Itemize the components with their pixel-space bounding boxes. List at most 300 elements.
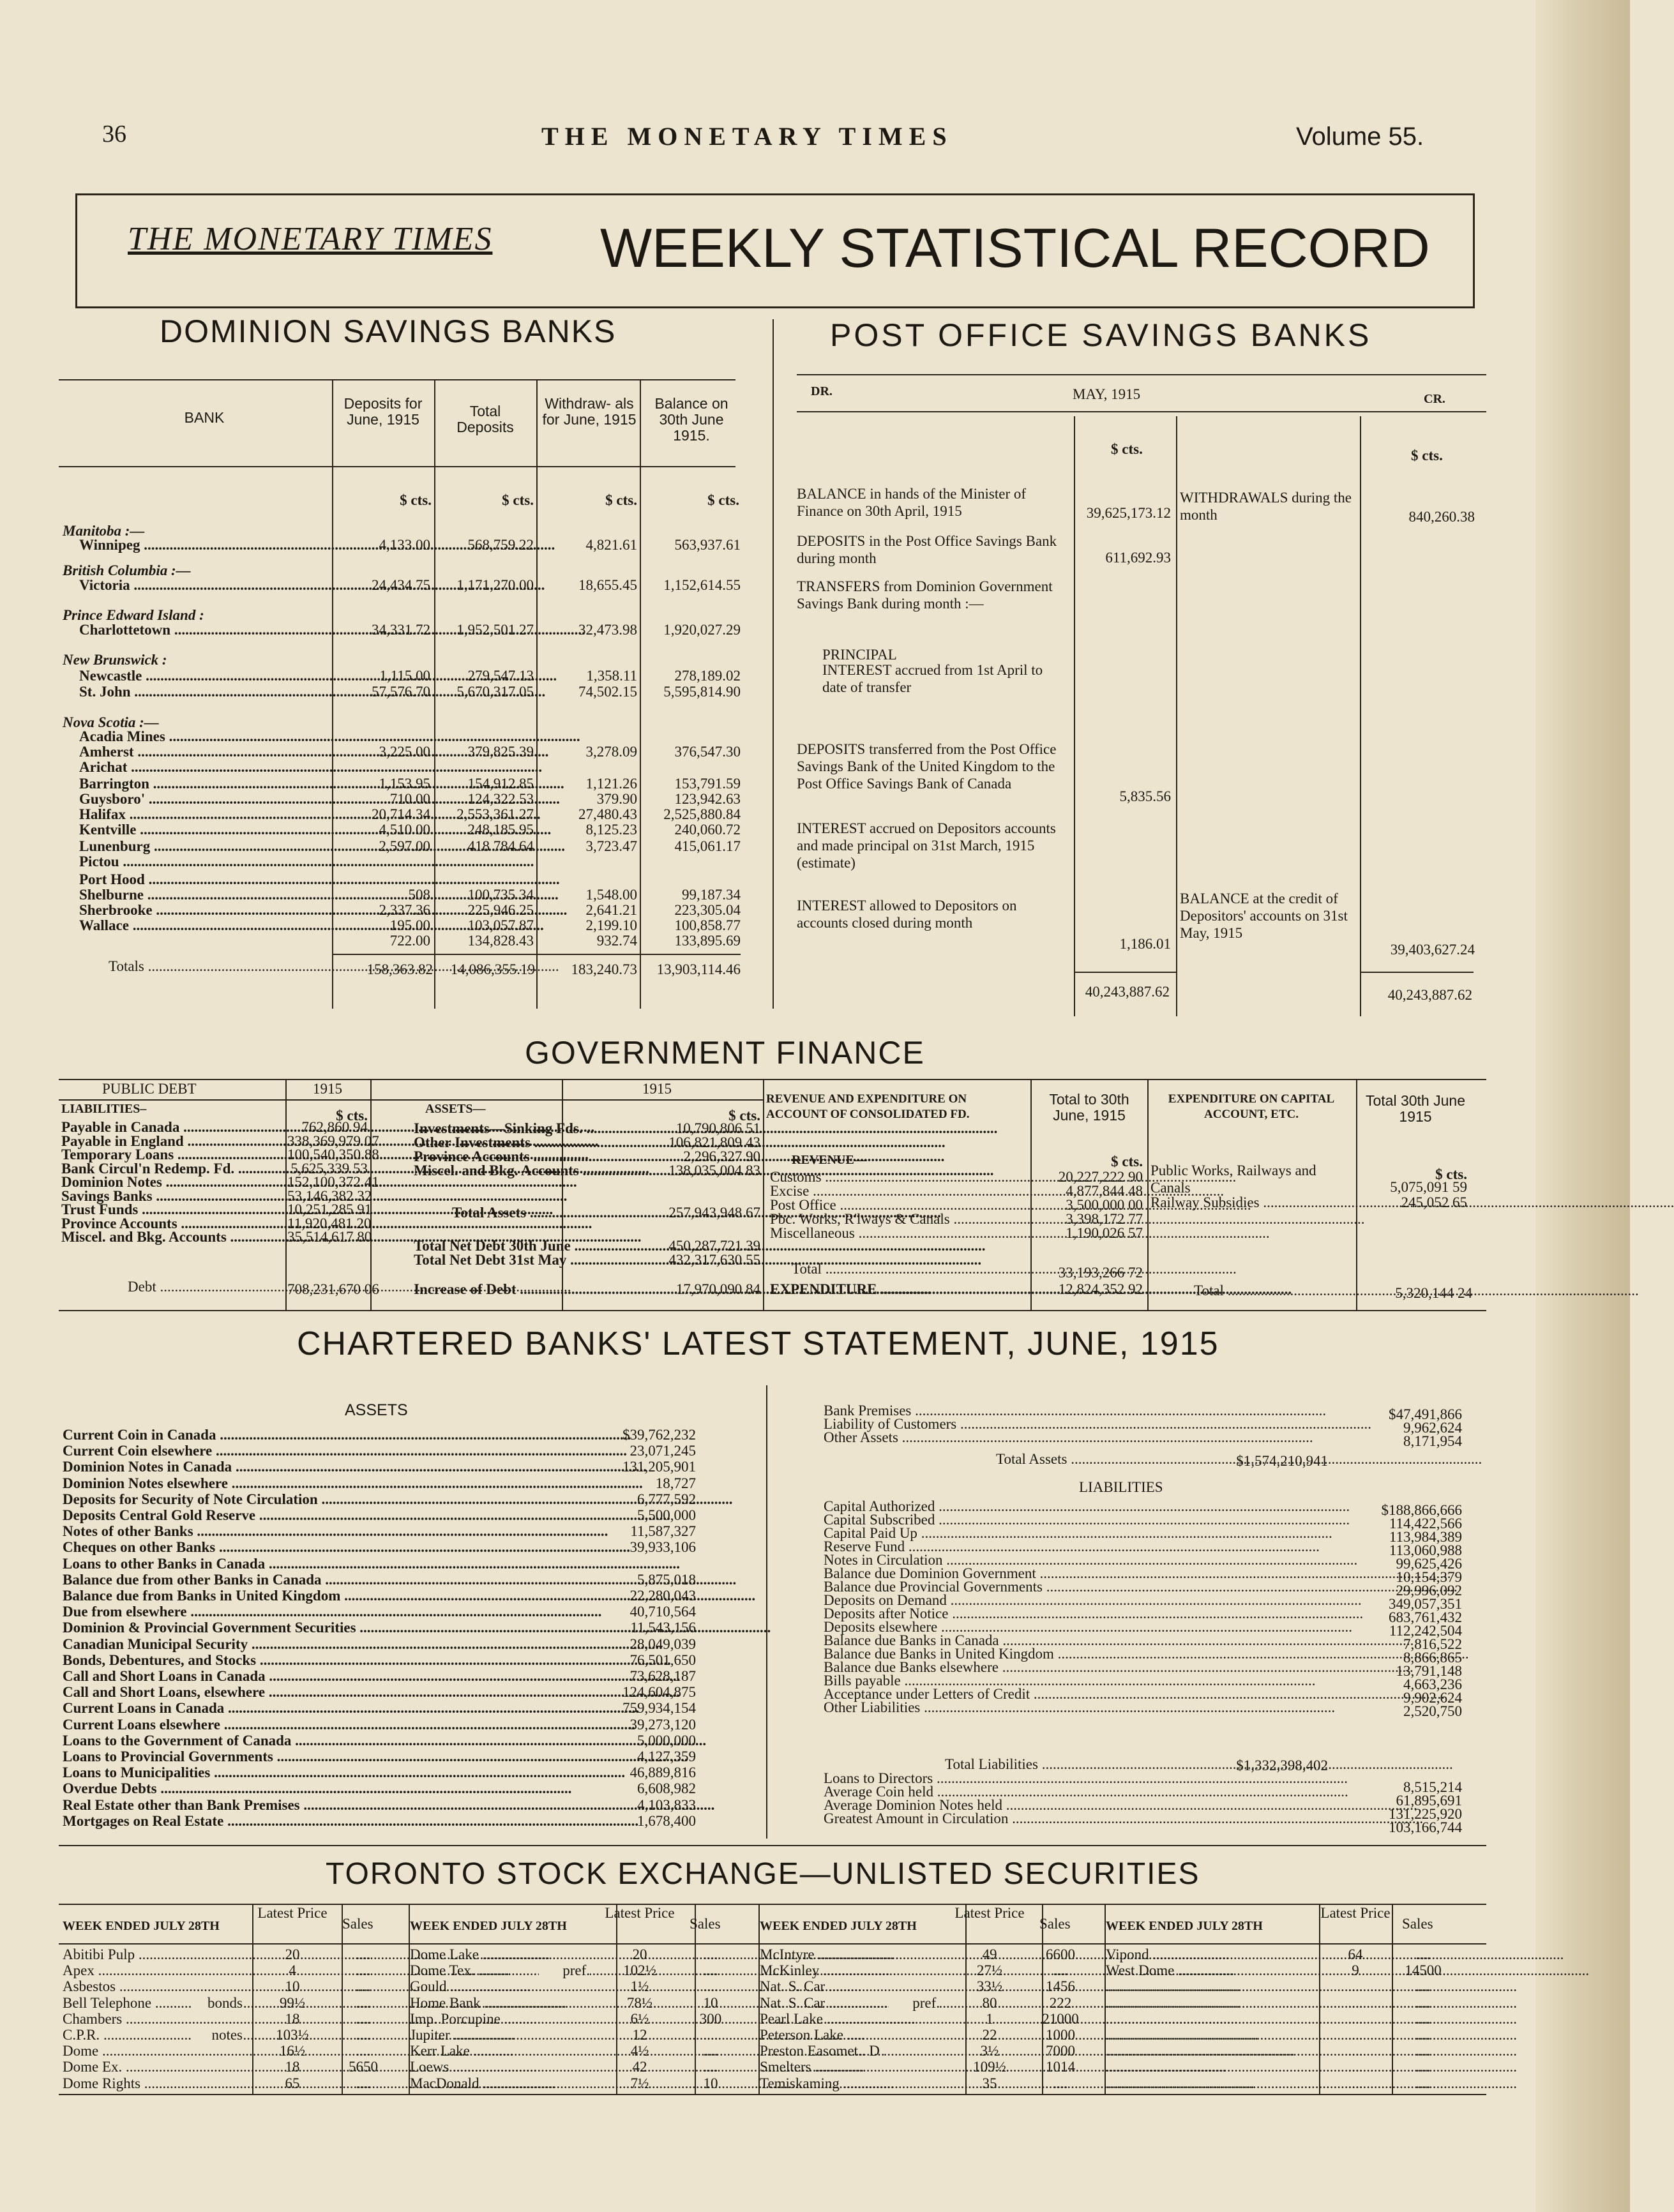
- page-edge-shadow: [1535, 0, 1630, 2212]
- banks-asset-value: 5,500,000: [637, 1507, 696, 1523]
- dsb-value: 1,920,027.29: [663, 622, 741, 638]
- gov-liab-value: 152,100,372 41: [287, 1174, 379, 1190]
- posb-unit: $ cts.: [1411, 448, 1443, 463]
- dsb-unit: $ cts.: [400, 492, 432, 508]
- dsb-total-value: 14,086,355.19: [450, 961, 535, 977]
- tse-price: 109½: [973, 2059, 1006, 2075]
- tse-sales: 10: [703, 2075, 718, 2091]
- gov-asset-name: Total Net Debt 31st May .....: [414, 1251, 558, 1268]
- tse-sales: ....: [1415, 2027, 1431, 2043]
- gov-cap-name: Public Works, Railways and Canals: [1150, 1162, 1316, 1196]
- dsb-bank-name: Kentville .....: [79, 821, 329, 838]
- banks-asset-value: 73,628,187: [630, 1668, 696, 1684]
- banks-total-assets-name: Total Assets .....: [996, 1450, 1226, 1468]
- banks-liab-head: LIABILITIES: [1079, 1479, 1163, 1495]
- dsb-total-value: 13,903,114.46: [656, 961, 741, 977]
- tse-price: 27½: [976, 1962, 1003, 1979]
- tse-security-name: Jupiter .....: [410, 2026, 591, 2043]
- gov-cap-total-name: Total .....: [1194, 1282, 1354, 1299]
- dsb-bank-name: Acadia Mines .....: [79, 728, 329, 745]
- banks-asset-name: Balance due from Banks in United Kingdom .....: [63, 1587, 587, 1604]
- banks-tail-name: Average Dominion Notes held .....: [824, 1796, 1347, 1814]
- banks-liab-name: Balance due Dominion Government .....: [824, 1565, 1347, 1582]
- banks-asset-value: 5,875,018: [637, 1571, 696, 1588]
- tse-price: 16½: [279, 2043, 306, 2059]
- tse-security-name: Dome Lake .....: [410, 1946, 591, 1963]
- tse-security-suffix: bonds: [192, 1994, 243, 2012]
- tse-sales: 1456: [1046, 1978, 1075, 1995]
- tse-price: 64: [1348, 1946, 1363, 1962]
- banks-asset-name: Notes of other Banks .....: [63, 1523, 587, 1540]
- gov-asset-name: Increase of Debt .....: [414, 1281, 558, 1298]
- tse-col-sales: Sales: [1039, 1916, 1071, 1932]
- dsb-value: 100,858.77: [674, 917, 741, 933]
- dsb-value: 379,825.39: [467, 744, 534, 760]
- banks-right-name: Liability of Customers .....: [824, 1415, 1347, 1433]
- tse-price: 18: [285, 2010, 300, 2027]
- banks-total-liab-value: $1,332,398,402: [1236, 1757, 1328, 1773]
- dsb-value: 34,331.72: [372, 622, 430, 638]
- dsb-value: 2,553,361.27: [456, 806, 534, 822]
- tse-sales: ....: [356, 1994, 371, 2011]
- tse-sales: 21000: [1042, 2010, 1079, 2027]
- banks-liab-name: Bills payable .....: [824, 1672, 1347, 1689]
- dsb-value: 57,576.70: [372, 684, 430, 700]
- tse-sales: 7000: [1046, 2043, 1075, 2059]
- dsb-rule-top: [59, 379, 735, 380]
- banks-liab-value: 10,154,379: [1396, 1569, 1462, 1585]
- gov-rev-name: Pbc. Works, R'lways & Canals .....: [770, 1210, 1028, 1228]
- gov-expenditure-name: EXPENDITURE .....: [770, 1281, 1028, 1298]
- section-divider: [773, 319, 774, 1009]
- gov-assets-head: ASSETS—: [425, 1102, 486, 1116]
- banks-liab-name: Capital Paid Up .....: [824, 1524, 1347, 1542]
- dsb-value: 248,185.95: [467, 822, 534, 838]
- tse-title: TORONTO STOCK EXCHANGE—UNLISTED SECURITIES: [326, 1857, 1200, 1891]
- gov-expenditure-value: 12,824,352 92: [1058, 1281, 1143, 1297]
- banks-tail-value: 103,166,744: [1389, 1819, 1462, 1835]
- gov-asset-value: 257,943,948 67: [668, 1205, 760, 1221]
- dsb-value: 563,937.61: [674, 537, 741, 553]
- dsb-rule-totals: [332, 954, 741, 955]
- tse-sales: 1000: [1046, 2027, 1075, 2043]
- banks-asset-value: 11,543,156: [630, 1620, 696, 1636]
- tse-price: 1½: [630, 1978, 649, 1995]
- dsb-rule-head: [59, 466, 735, 467]
- banks-right-value: $47,491,866: [1389, 1406, 1462, 1422]
- gov-cap-value: 245,052 65: [1401, 1194, 1467, 1210]
- tse-security-name: Dome Ex. .....: [63, 2058, 244, 2075]
- banks-asset-value: 4,127,359: [637, 1749, 696, 1764]
- gov-rev-value: 3,398,172 77: [1066, 1211, 1143, 1227]
- gov-revenue-col: Total to 30th June, 1915: [1049, 1091, 1129, 1124]
- banks-liab-value: 99,625,426: [1396, 1556, 1462, 1572]
- banks-asset-value: 22,280,043: [630, 1588, 696, 1604]
- dsb-value: 223,305.04: [674, 902, 741, 918]
- dsb-value: 124,322.53: [467, 791, 534, 807]
- tse-sales: ....: [703, 1962, 718, 1979]
- banks-asset-value: 6,608,982: [637, 1780, 696, 1797]
- tse-price: 78½: [626, 1994, 653, 2011]
- tse-security-name: McKinley .....: [760, 1962, 941, 1979]
- banks-asset-name: Current Loans elsewhere .....: [63, 1716, 587, 1733]
- gov-liab-name: Savings Banks .....: [61, 1187, 282, 1205]
- dsb-bank-name: St. John .....: [79, 683, 329, 700]
- tse-price: 80: [982, 1994, 997, 2011]
- posb-cr: CR.: [1424, 392, 1445, 406]
- tse-security-name: Pearl Lake .....: [760, 2010, 941, 2028]
- tse-sales: ....: [1415, 1994, 1431, 2011]
- tse-sales: 10: [703, 1994, 718, 2011]
- tse-price: ....: [1348, 2075, 1363, 2091]
- dsb-col-deposits: Deposits for June, 1915: [343, 395, 423, 428]
- tse-price: 3½: [980, 2043, 999, 2059]
- dsb-group-label: Nova Scotia :—: [63, 714, 159, 730]
- gov-liab-name: Miscel. and Bkg. Accounts .....: [61, 1228, 282, 1245]
- tse-price: 102½: [623, 1962, 656, 1979]
- tse-sales: 5650: [349, 2059, 378, 2075]
- gov-revenue-label: REVENUE—: [792, 1153, 867, 1167]
- posb-left-item: INTEREST accrued from 1st April to date of transfer: [822, 662, 1043, 695]
- tse-price: 4: [289, 1962, 296, 1979]
- gov-public-debt: PUBLIC DEBT: [102, 1081, 197, 1097]
- posb-left-item: DEPOSITS transferred from the Post Office Savings Bank of the United Kingdom to the Post Office Savings Bank of Canada: [797, 741, 1057, 792]
- tse-sales: ....: [356, 2043, 371, 2059]
- banks-liab-value: 114,422,566: [1389, 1516, 1462, 1531]
- dsb-value: 3,225.00: [379, 744, 430, 760]
- gov-cap-value: 5,075,091 59: [1390, 1179, 1467, 1195]
- tse-price: 6½: [630, 2010, 649, 2027]
- posb-unit: $ cts.: [1111, 441, 1143, 457]
- banks-asset-value: 76,501,650: [630, 1651, 696, 1668]
- dsb-value: 154,912.85: [467, 776, 534, 792]
- tse-security-suffix: notes: [192, 2026, 243, 2043]
- banks-liab-name: Deposits on Demand .....: [824, 1591, 1347, 1609]
- gov-asset-name: Total Net Debt 30th June .....: [414, 1237, 558, 1254]
- gov-asset-name: Total Assets .....: [452, 1204, 558, 1221]
- posb-left-item: TRANSFERS from Dominion Government Savings Bank during month :—: [797, 578, 1053, 612]
- tse-sales: ....: [356, 2075, 371, 2091]
- banks-asset-name: Dominion Notes in Canada .....: [63, 1458, 587, 1475]
- tse-col-price: Latest Price: [605, 1905, 675, 1921]
- gov-liab-value: 10,251,285 91: [287, 1201, 372, 1217]
- gov-rev-name: Excise .....: [770, 1182, 1028, 1200]
- gov-liab-name: Payable in England .....: [61, 1132, 282, 1150]
- tse-sales: 222: [1049, 1994, 1072, 2011]
- banks-asset-name: Due from elsewhere .....: [63, 1603, 587, 1620]
- tse-price: 33½: [976, 1978, 1003, 1995]
- dsb-total-value: 158,363.82: [366, 961, 433, 977]
- banks-asset-name: Current Loans in Canada .....: [63, 1699, 587, 1717]
- banks-liab-name: Deposits after Notice .....: [824, 1605, 1347, 1622]
- tse-price: ....: [1348, 2059, 1363, 2075]
- dsb-title: DOMINION SAVINGS BANKS: [160, 313, 617, 349]
- tse-price: 4½: [630, 2043, 649, 2059]
- banks-asset-value: 4,103,833: [637, 1796, 696, 1813]
- dsb-value: 240,060.72: [674, 822, 741, 838]
- gov-rev-total-value: 33,193,266 72: [1058, 1265, 1143, 1281]
- gov-asset-name: Investments—Sinking Fds. .....: [414, 1120, 558, 1137]
- banks-asset-value: 6,777,592: [637, 1491, 696, 1507]
- tse-sales: ....: [703, 2027, 718, 2043]
- tse-sales: ....: [703, 1946, 718, 1962]
- gov-asset-name: Miscel. and Bkg. Accounts .....: [414, 1162, 558, 1179]
- dsb-value: 279,547.13: [467, 668, 534, 684]
- tse-sales: ....: [1053, 1962, 1068, 1979]
- dsb-bank-name: Amherst .....: [79, 743, 329, 760]
- tse-security-name: Gould .....: [410, 1978, 591, 1995]
- gov-year2: 1915: [642, 1081, 672, 1097]
- dsb-value: 1,115.00: [379, 668, 430, 684]
- gov-rev-name: Customs .....: [770, 1168, 1028, 1185]
- tse-price: ....: [1348, 2010, 1363, 2027]
- banks-asset-value: $39,762,232: [622, 1427, 696, 1443]
- banks-asset-name: Overdue Debts .....: [63, 1780, 587, 1797]
- tse-sales: ....: [703, 2043, 718, 2059]
- banks-tail-value: 61,895,691: [1396, 1793, 1462, 1809]
- dsb-col-withdrawals: Withdraw- als for June, 1915: [542, 395, 637, 428]
- gov-liab-value: 762,860 94: [301, 1119, 368, 1135]
- tse-price: 35: [982, 2075, 997, 2091]
- tse-sales: ....: [1415, 2010, 1431, 2027]
- dsb-col-bank: BANK: [184, 409, 225, 426]
- banks-asset-name: Canadian Municipal Security .....: [63, 1636, 587, 1653]
- gov-liab-name: Bank Circul'n Redemp. Fd. .....: [61, 1160, 282, 1177]
- dsb-value: 1,358.11: [586, 668, 637, 684]
- posb-right-value: 840,260.38: [1408, 509, 1475, 525]
- gov-asset-name: Province Accounts .....: [414, 1148, 558, 1165]
- banks-asset-name: Loans to Provincial Governments .....: [63, 1748, 587, 1765]
- gov-liab-name: Payable in Canada .....: [61, 1118, 282, 1136]
- banks-asset-value: 39,273,120: [630, 1716, 696, 1733]
- tse-price: 20: [632, 1946, 647, 1962]
- banks-asset-value: 759,934,154: [622, 1700, 696, 1717]
- banks-asset-name: Loans to Municipalities .....: [63, 1764, 587, 1781]
- tse-col-week: WEEK ENDED JULY 28TH: [760, 1919, 917, 1933]
- dsb-value: 1,171,270.00: [456, 577, 534, 593]
- banks-liab-name: Acceptance under Letters of Credit .....: [824, 1685, 1347, 1703]
- banks-asset-value: 46,889,816: [630, 1764, 696, 1781]
- dsb-value: 379.90: [596, 791, 637, 807]
- banks-tail-name: Average Coin held .....: [824, 1783, 1347, 1800]
- banks-liab-value: 9,902,624: [1403, 1690, 1462, 1706]
- banks-liab-value: 113,984,389: [1389, 1529, 1462, 1545]
- gov-asset-name: Other Investments .....: [414, 1134, 558, 1151]
- banks-tail-name: Loans to Directors .....: [824, 1770, 1347, 1787]
- tse-security-suffix: pref.: [539, 1962, 590, 1979]
- banks-asset-value: 124,604,875: [622, 1684, 696, 1701]
- banks-right-name: Other Assets .....: [824, 1429, 1347, 1446]
- dsb-value: 134,828.43: [467, 933, 534, 949]
- banks-liab-value: 112,242,504: [1389, 1623, 1462, 1639]
- dsb-value: 100,735 34: [467, 887, 534, 903]
- gov-unit: $ cts.: [1435, 1166, 1467, 1182]
- banks-asset-value: 1,678,400: [637, 1812, 696, 1829]
- banks-asset-name: Current Coin elsewhere .....: [63, 1442, 587, 1459]
- gov-unit: $ cts.: [1111, 1154, 1143, 1170]
- dsb-value: 2,597.00: [379, 838, 430, 854]
- dsb-value: 133,895.69: [674, 933, 741, 949]
- tse-col-price: Latest Price: [257, 1905, 328, 1921]
- tse-col-week: WEEK ENDED JULY 28TH: [1106, 1919, 1263, 1933]
- dsb-value: 710.00: [389, 791, 430, 807]
- gov-unit: $ cts.: [728, 1108, 760, 1124]
- tse-security-suffix: pref.: [889, 1994, 940, 2012]
- tse-price: 9: [1352, 1962, 1359, 1979]
- dsb-value: 195.00: [389, 917, 430, 933]
- banks-liab-value: 113,060,988: [1389, 1542, 1462, 1558]
- dsb-value: 4,510 00: [379, 822, 430, 838]
- dsb-value: 568,759.22: [467, 537, 534, 553]
- gov-liab-value: 338,369,979 07: [287, 1132, 379, 1149]
- posb-left-item: INTEREST accrued on Depositors accounts and made principal on 31st March, 1915 (estimate): [797, 820, 1056, 871]
- tse-security-name: Dome Tex. .....: [410, 1962, 591, 1979]
- dsb-bank-name: Arichat .....: [79, 758, 329, 776]
- dsb-value: 123,942.63: [674, 791, 741, 807]
- gov-cap-name: Railway Subsidies .....: [1150, 1194, 1355, 1211]
- banks-liab-value: 2,520,750: [1403, 1703, 1462, 1719]
- dsb-group-label: New Brunswick :: [63, 652, 167, 668]
- banks-liab-value: $188,866,666: [1381, 1502, 1462, 1518]
- banks-liab-name: Balance due Provincial Governments .....: [824, 1578, 1347, 1595]
- tse-sales: ....: [356, 1978, 371, 1995]
- banks-asset-value: 131,205,901: [622, 1459, 696, 1475]
- tse-security-name: Apex .....: [63, 1962, 244, 1979]
- banks-liab-name: Balance due Banks in United Kingdom .....: [824, 1645, 1347, 1662]
- posb-left-value: 5,835.56: [1119, 788, 1171, 804]
- tse-security-name: Preston Easomet.. D .....: [760, 2042, 941, 2059]
- banks-tail-value: 131,225,920: [1389, 1806, 1462, 1822]
- banks-asset-name: Cheques on other Banks .....: [63, 1539, 587, 1556]
- dsb-value: 418 784.64: [467, 838, 534, 854]
- posb-right-value: 39,403,627.24: [1390, 942, 1475, 958]
- dsb-value: 932.74: [596, 933, 637, 949]
- gov-asset-value: 2,296,327 90: [683, 1148, 760, 1164]
- posb-left-item: BALANCE in hands of the Minister of Finance on 30th April, 1915: [797, 486, 1027, 519]
- gov-debt-value: 708,231,670 06: [287, 1281, 379, 1297]
- banks-asset-name: Bonds, Debentures, and Stocks .....: [63, 1651, 587, 1669]
- dsb-value: 1,152,614.55: [663, 577, 741, 593]
- tse-security-name: MacDonald .....: [410, 2075, 591, 2092]
- tse-col-sales: Sales: [1402, 1916, 1433, 1932]
- dsb-value: 1,121.26: [585, 776, 637, 792]
- banks-asset-value: 18,727: [655, 1475, 696, 1491]
- gov-revenue-head: REVENUE AND EXPENDITURE ON ACCOUNT OF CONSOLIDATED FD.: [766, 1092, 970, 1121]
- banks-tail-name: Greatest Amount in Circulation .....: [824, 1810, 1347, 1827]
- banks-asset-name: Loans to the Government of Canada .....: [63, 1732, 587, 1749]
- banks-assets-head: ASSETS: [345, 1401, 408, 1419]
- dsb-bank-name: Port Hood .....: [79, 871, 329, 888]
- gov-rev-total-name: Total .....: [792, 1260, 1028, 1277]
- tse-price: 99½: [279, 1994, 306, 2011]
- dsb-bank-name: Guysboro' .....: [79, 790, 329, 808]
- dsb-bank-name: Newcastle .....: [79, 667, 329, 684]
- tse-price: 10: [285, 1978, 300, 1995]
- tse-security-name: McIntyre .....: [760, 1946, 941, 1963]
- tse-price: 49: [982, 1946, 997, 1962]
- tse-security-name: West Dome .....: [1106, 1962, 1310, 1979]
- tse-security-name: Temiskaming .....: [760, 2075, 941, 2092]
- banks-asset-value: 39,933,106: [630, 1539, 696, 1556]
- tse-security-name: [1106, 2075, 1310, 2092]
- dsb-bank-name: Sherbrooke .....: [79, 901, 329, 919]
- tse-sales: 14500: [1405, 1962, 1442, 1979]
- tse-security-name: [1106, 1994, 1310, 2012]
- banks-liab-value: 683,761,432: [1389, 1609, 1462, 1625]
- gov-capital-head: EXPENDITURE ON CAPITAL ACCOUNT, ETC.: [1168, 1092, 1335, 1121]
- gov-asset-value: 106,821,809 43: [668, 1134, 760, 1150]
- gov-asset-value: 17,970,090 84: [675, 1281, 760, 1297]
- gov-liab-name: Temporary Loans .....: [61, 1146, 282, 1163]
- dsb-total-value: 183,240.73: [571, 961, 637, 977]
- banks-liab-value: 8,866,865: [1403, 1650, 1462, 1666]
- gov-debt-name: Debt .....: [128, 1278, 281, 1295]
- banks-right-name: Bank Premises .....: [824, 1402, 1347, 1419]
- tse-security-name: Dome .....: [63, 2042, 244, 2059]
- tse-sales: ....: [356, 2010, 371, 2027]
- dsb-col-balance: Balance on 30th June 1915.: [654, 395, 728, 444]
- banks-liab-value: 7,816,522: [1403, 1636, 1462, 1652]
- gov-liab-name: Province Accounts .....: [61, 1215, 282, 1232]
- dsb-value: 225,946.25: [467, 902, 534, 918]
- tse-col-sales: Sales: [690, 1916, 721, 1932]
- dsb-value: 1,153.95: [379, 776, 430, 792]
- banks-liab-name: Balance due Banks in Canada .....: [824, 1632, 1347, 1649]
- dsb-totals-label: Totals .....: [109, 958, 326, 975]
- dsb-group-label: British Columbia :—: [63, 562, 191, 578]
- page-number: 36: [102, 121, 126, 147]
- dsb-bank-name: Victoria .....: [79, 576, 329, 594]
- gov-asset-value: 10,790,806 51: [675, 1120, 760, 1136]
- volume: Volume 55.: [1296, 123, 1424, 151]
- gov-liab-value: 53,146,382 32: [287, 1187, 372, 1204]
- tse-sales: ....: [1415, 1946, 1431, 1962]
- dsb-value: 1,952,501.27: [456, 622, 534, 638]
- banner-left: THE MONETARY TIMES: [128, 221, 493, 257]
- tse-security-name: Peterson Lake .....: [760, 2026, 941, 2043]
- dsb-value: 415,061.17: [674, 838, 741, 854]
- tse-sales: 300: [699, 2010, 722, 2027]
- gov-title: GOVERNMENT FINANCE: [525, 1035, 925, 1071]
- dsb-group-label: Prince Edward Island :: [63, 607, 204, 623]
- banks-asset-name: Current Coin in Canada .....: [63, 1426, 587, 1443]
- gov-asset-value: 432,317,630 55: [668, 1252, 760, 1268]
- dsb-group-label: Manitoba :—: [63, 523, 145, 539]
- tse-security-name: [1106, 1978, 1310, 1995]
- banks-asset-value: 28,049,039: [630, 1636, 696, 1652]
- gov-liab-head: LIABILITIES–: [61, 1102, 147, 1116]
- tse-security-name: Smelters .....: [760, 2058, 941, 2075]
- tse-sales: ....: [356, 1962, 371, 1979]
- gov-rev-value: 20,227,222 90: [1058, 1169, 1143, 1185]
- dsb-unit: $ cts.: [605, 492, 637, 508]
- journal-title: THE MONETARY TIMES: [541, 122, 953, 151]
- tse-security-name: Kerr Lake .....: [410, 2042, 591, 2059]
- posb-left-item: INTEREST allowed to Depositors on accounts closed during month: [797, 898, 1017, 931]
- banks-asset-value: 5,000,000: [637, 1732, 696, 1749]
- tse-col-week: WEEK ENDED JULY 28TH: [410, 1919, 567, 1933]
- tse-sales: 1014: [1046, 2059, 1075, 2075]
- gov-rev-name: Post Office .....: [770, 1196, 1028, 1214]
- banks-asset-name: Dominion Notes elsewhere .....: [63, 1475, 587, 1492]
- banks-liab-value: 13,791,148: [1396, 1663, 1462, 1679]
- gov-liab-value: 5,625,339 53: [290, 1160, 368, 1177]
- tse-price: ....: [1348, 1994, 1363, 2011]
- gov-liab-value: 35,514,617 80: [287, 1229, 372, 1245]
- tse-price: 20: [285, 1946, 300, 1962]
- banks-total-assets-value: $1,574,210,941: [1236, 1453, 1328, 1469]
- dsb-value: 3,723.47: [585, 838, 637, 854]
